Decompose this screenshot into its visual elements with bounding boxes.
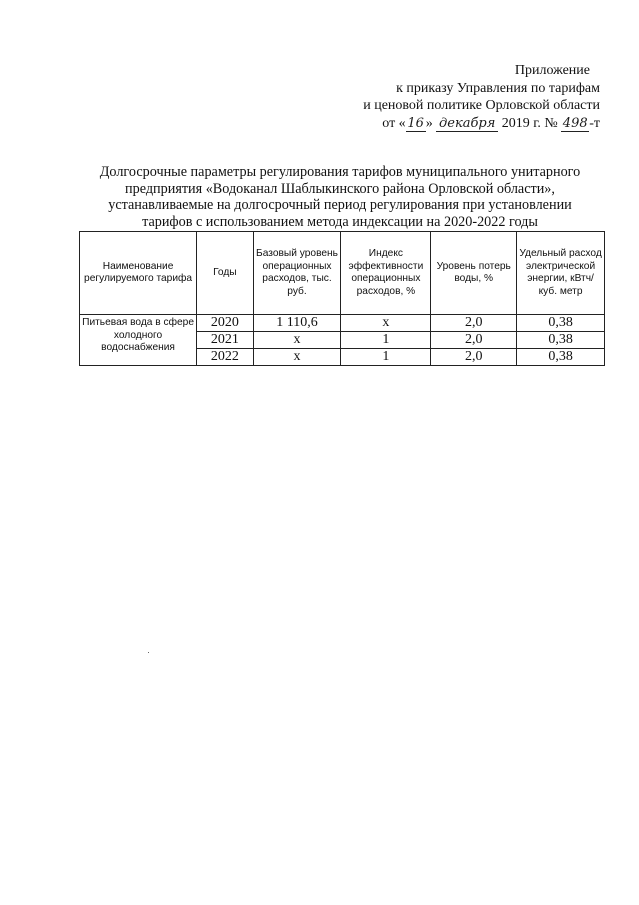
date-year: 2019 г. № — [501, 115, 558, 131]
order-number: 498 — [562, 115, 588, 131]
base-opex-cell: х — [253, 349, 341, 366]
date-prefix: от « — [382, 115, 406, 131]
order-number-suffix: -т — [589, 115, 600, 131]
table-header-row — [80, 232, 605, 315]
energy-consumption-cell: 0,38 — [517, 349, 605, 366]
title-line-3: устанавливаемые на долгосрочный период регулирования при установлении — [108, 197, 572, 213]
appendix-title: Приложение — [514, 63, 590, 78]
date-day: 16 — [407, 115, 424, 131]
efficiency-index-cell: х — [341, 315, 431, 332]
scan-speck — [148, 652, 149, 653]
header-years: Годы — [197, 232, 253, 315]
base-opex-cell: 1 110,6 — [253, 315, 341, 332]
parameters-table — [79, 231, 605, 366]
appendix-block — [363, 62, 600, 132]
title-line-2: предприятия «Водоканал Шаблыкинского района Орловской области», — [125, 180, 555, 197]
water-loss-cell: 2,0 — [431, 349, 517, 366]
date-mid: » — [425, 115, 433, 131]
table-row — [80, 315, 605, 332]
header-tariff-name: Наименование регулируемого тарифа — [80, 232, 197, 315]
appendix-authority-line: и ценовой политике Орловской области — [363, 98, 600, 113]
tariff-name-cell: Питьевая вода в сфере холодного водоснабжения — [80, 315, 197, 366]
date-month: декабря — [436, 116, 498, 132]
year-cell: 2021 — [197, 332, 253, 349]
efficiency-index-cell: 1 — [341, 349, 431, 366]
energy-consumption-cell: 0,38 — [517, 315, 605, 332]
header-efficiency-index: Индекс эффективности операционных расходов, % — [341, 232, 431, 315]
base-opex-cell: х — [253, 332, 341, 349]
water-loss-cell: 2,0 — [431, 315, 517, 332]
title-line-1: Долгосрочные параметры регулирования тарифов муниципального унитарного — [99, 164, 581, 180]
title-line-4: тарифов с использованием метода индексации на 2020-2022 годы — [142, 213, 538, 230]
efficiency-index-cell: 1 — [341, 332, 431, 349]
year-cell: 2022 — [197, 349, 253, 366]
appendix-order-line: к приказу Управления по тарифам — [396, 80, 600, 96]
header-energy-consumption: Удельный расход электрической энергии, кВтч/куб. метр — [517, 232, 605, 315]
energy-consumption-cell: 0,38 — [517, 332, 605, 349]
header-water-loss: Уровень потерь воды, % — [431, 232, 517, 315]
year-cell: 2020 — [197, 315, 253, 332]
document-title — [60, 164, 620, 230]
water-loss-cell: 2,0 — [431, 332, 517, 349]
appendix-date-line — [363, 115, 600, 133]
header-base-opex: Базовый уровень операционных расходов, тыс. руб. — [253, 232, 341, 315]
